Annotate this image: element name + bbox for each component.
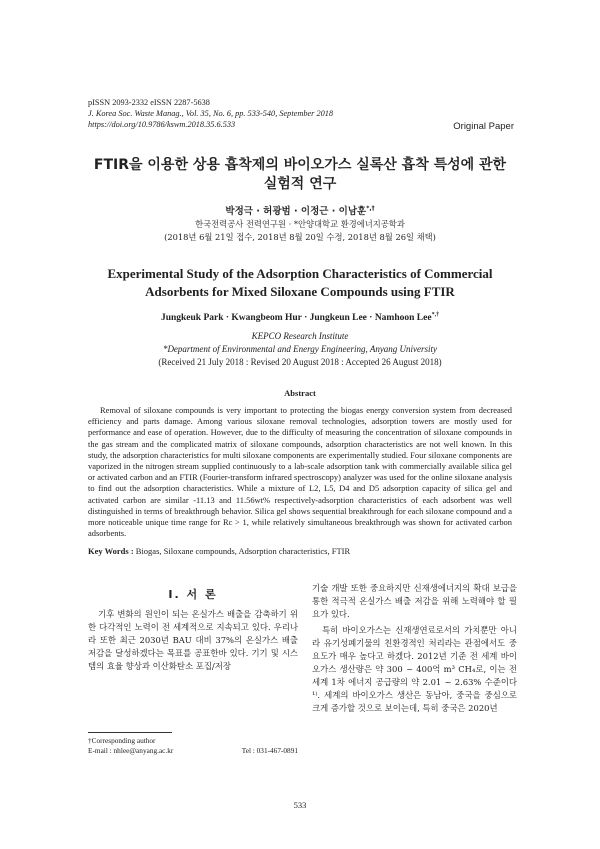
english-author-marks: *,† [431, 312, 440, 318]
page-number: 533 [293, 800, 307, 810]
keywords-label: Key Words : [88, 546, 134, 556]
korean-affiliation [88, 218, 512, 244]
affiliation-kepco: KEPCO Research Institute [251, 331, 349, 341]
english-author-names: Jungkeuk Park · Kwangbeom Hur · Jungkeun Lee · Namhoon Lee [160, 313, 432, 324]
author-email[interactable]: E-mail : nhlee@anyang.ac.kr [88, 746, 174, 755]
right-paragraph-2: 특히 바이오가스는 신재생연료로서의 가치뿐만 아니라 유기성폐기물의 친환경적인 처리라는 관점에서도 중요도가 매우 높다고 하겠다. 2012년 기준 전 세계 바이오가스 생산량은 약 300 ~ 400억 m³ CH₄로, 이는 전 세계 1차 에너지 공급량의 약 2.01 ~ 2.63% 수준이다¹⁾. 세계의 바이오가스 생산은 동남아, 중국을 중심으로 크게 증가할 것으로 보이는데, 특히 중국은 2020년 [312, 625, 517, 713]
issn: pISSN 2093-2332 eISSN 2287-5638 [88, 98, 210, 107]
section-heading: I. 서 론 [168, 588, 218, 601]
keywords-text: Biogas, Siloxane compounds, Adsorption characteristics, FTIR [133, 546, 351, 556]
right-paragraph-1: 기술 개발 또한 중요하지만 신재생에너지의 확대 보급을 통한 적극적 온실가스 배출 저감을 위해 노력해야 할 필요가 있다. [312, 583, 517, 619]
footnote [88, 736, 298, 756]
abstract-text: Removal of siloxane compounds is very important to protecting the biogas energy conversion system from decreased efficiency and parts damage. Among various siloxane removal technologies, adsorption towers are mostly used for performance and ease of operation. However, due to the difficulty of measuring the concentration of siloxane compounds in the gas stream and the complicated matrix of siloxane compounds, adsorption characteristics are not well known. In this study, the adsorption characteristics for multi siloxane components are experimentally studied. Four siloxane components are vaporized in the nitrogen stream supplied continuously to a lab-scale adsorption tank with commercially available silica gel or activated carbon and an FTIR (Fourier-transform infrared spectroscopy) analyzer was used for the online siloxane analysis to find out the adsorption characteristics. While a mixture of L2, L5, D4 and D5 adsorption capacity of silica gel and activated carbon are similar -11.13 and 11.56wt% respectively-adsorption characteristics of each adsorbent was well distinguished in terms of breakthrough behavior. Silica gel shows sequential breakthrough for each siloxane compound and a more noticeable unique time range for Rc > 1, while relatively simultaneous breakthrough was shown for activated carbon adsorbents. [88, 405, 512, 539]
abstract-heading: Abstract [284, 388, 316, 398]
korean-author-marks: *,† [366, 204, 375, 212]
journal-meta [88, 97, 333, 130]
affiliation-anyang: *Department of Environmental and Energy Engineering, Anyang University [162, 344, 438, 354]
doi-link[interactable]: https://doi.org/10.9786/kswm.2018.35.6.533 [88, 120, 236, 129]
korean-title-line1: FTIR을 이용한 상용 흡착제의 바이오가스 실록산 흡착 특성에 관한 [93, 157, 507, 173]
left-paragraph-1: 기후 변화의 원인이 되는 온실가스 배출을 감축하기 위한 다각적인 노력이 전 세계적으로 지속되고 있다. 우리나라 또한 최근 2030년 BAU 대비 37%의 온실가스 배출 저감을 달성하겠다는 목표를 공표한바 있다. 기기 및 시스템의 효율 향상과 이산화탄소 포집/저장 [88, 609, 298, 671]
korean-affiliation-text: 한국전력공사 전력연구원 · *안양대학교 환경에너지공학과 [195, 219, 405, 229]
journal-citation: J. Korea Soc. Waste Manag., Vol. 35, No. 6, pp. 533-540, September 2018 [88, 109, 334, 118]
korean-author-names: 박정극 · 허광범 · 이정근 · 이남훈 [225, 206, 367, 217]
english-title-line2: Adsorbents for Mixed Siloxane Compounds using FTIR [145, 284, 455, 299]
author-phone: Tel : 031-467-0891 [241, 746, 298, 755]
left-column [88, 608, 298, 676]
korean-authors [88, 203, 512, 217]
footnote-rule [88, 732, 172, 733]
english-dates: (Received 21 July 2018 : Revised 20 August 2018 : Accepted 26 August 2018) [158, 357, 442, 367]
korean-title [88, 156, 512, 194]
english-authors [88, 312, 512, 323]
korean-title-line2: 실험적 연구 [263, 176, 337, 192]
korean-dates: (2018년 6월 21일 접수, 2018년 8월 20일 수정, 2018년 8월 26일 채택) [164, 232, 436, 242]
english-title [88, 265, 512, 301]
paper-type-label: Original Paper [453, 121, 514, 132]
english-title-line1: Experimental Study of the Adsorption Characteristics of Commercial [107, 266, 493, 281]
corresponding-author-label: †Corresponding author [88, 736, 156, 745]
english-affiliation [88, 330, 512, 369]
keywords [88, 546, 350, 556]
right-column [312, 582, 517, 718]
